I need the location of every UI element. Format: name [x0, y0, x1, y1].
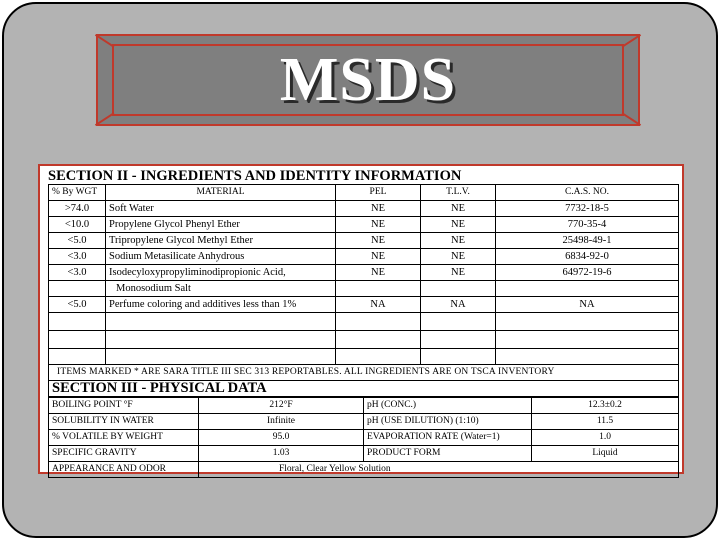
cell-property: EVAPORATION RATE (Water=1) — [364, 430, 532, 446]
cell-empty — [106, 349, 336, 365]
table-row — [49, 414, 679, 430]
cell-value: 12.3±0.2 — [532, 398, 679, 414]
cell-empty — [496, 331, 679, 349]
cell-value: 95.0 — [199, 430, 364, 446]
table-row — [49, 462, 679, 478]
banner-corner-line — [622, 34, 642, 48]
cell-material: Tripropylene Glycol Methyl Ether — [106, 233, 336, 249]
cell-cas: 64972-19-6 — [496, 265, 679, 281]
cell-pct: >74.0 — [49, 201, 106, 217]
cell-pel: NE — [336, 249, 421, 265]
cell-pel: NA — [336, 297, 421, 313]
cell-pct: <3.0 — [49, 265, 106, 281]
title-banner-inner — [112, 44, 624, 116]
cell-tlv: NE — [421, 233, 496, 249]
table-row-empty — [49, 331, 679, 349]
cell-empty — [49, 331, 106, 349]
table-row — [49, 233, 679, 249]
cell-pel: NE — [336, 217, 421, 233]
cell-material: Isodecyloxypropyliminodipropionic Acid, — [106, 265, 336, 281]
cell-cas: 6834-92-0 — [496, 249, 679, 265]
cell-value: Floral, Clear Yellow Solution — [199, 462, 679, 478]
table-row-empty — [49, 349, 679, 365]
cell-property: BOILING POINT °F — [49, 398, 199, 414]
ingredients-header-row — [49, 185, 679, 201]
cell-value: Infinite — [199, 414, 364, 430]
cell-property: PRODUCT FORM — [364, 446, 532, 462]
cell-material: Sodium Metasilicate Anhydrous — [106, 249, 336, 265]
cell-property: APPEARANCE AND ODOR — [49, 462, 199, 478]
cell-empty — [336, 313, 421, 331]
cell-pel: NE — [336, 201, 421, 217]
cell-empty — [49, 313, 106, 331]
section-2-title: SECTION II - INGREDIENTS AND IDENTITY INFORMATION — [48, 168, 462, 184]
table-row — [49, 281, 679, 297]
cell-empty — [421, 349, 496, 365]
table-row — [49, 249, 679, 265]
cell-empty — [421, 313, 496, 331]
cell-pct — [49, 281, 106, 297]
cell-cas: 770-35-4 — [496, 217, 679, 233]
cell-pct: <5.0 — [49, 297, 106, 313]
table-row — [49, 446, 679, 462]
table-row — [49, 430, 679, 446]
banner-corner-line — [95, 34, 115, 48]
cell-cas — [496, 281, 679, 297]
table-row-empty — [49, 313, 679, 331]
cell-cas: 25498-49-1 — [496, 233, 679, 249]
cell-pel: NE — [336, 265, 421, 281]
header-cas: C.A.S. NO. — [496, 185, 679, 201]
slide-frame — [2, 2, 718, 538]
cell-pct: <3.0 — [49, 249, 106, 265]
table-row — [49, 217, 679, 233]
cell-empty — [421, 331, 496, 349]
cell-property: pH (CONC.) — [364, 398, 532, 414]
table-row — [49, 398, 679, 414]
cell-pel: NE — [336, 233, 421, 249]
cell-empty — [106, 331, 336, 349]
sara-note-row — [49, 365, 679, 381]
cell-property: SPECIFIC GRAVITY — [49, 446, 199, 462]
cell-pel — [336, 281, 421, 297]
cell-value: 11.5 — [532, 414, 679, 430]
cell-material: Propylene Glycol Phenyl Ether — [106, 217, 336, 233]
cell-empty — [496, 313, 679, 331]
cell-tlv: NE — [421, 217, 496, 233]
header-pel: PEL — [336, 185, 421, 201]
cell-material: Soft Water — [106, 201, 336, 217]
cell-value: 1.0 — [532, 430, 679, 446]
table-row — [49, 201, 679, 217]
cell-empty — [49, 349, 106, 365]
cell-cas: NA — [496, 297, 679, 313]
cell-pct: <10.0 — [49, 217, 106, 233]
cell-empty — [336, 331, 421, 349]
section-3-title-row — [49, 381, 679, 397]
cell-property: SOLUBILITY IN WATER — [49, 414, 199, 430]
cell-tlv — [421, 281, 496, 297]
sara-note: ITEMS MARKED * ARE SARA TITLE III SEC 313 REPORTABLES. ALL INGREDIENTS ARE ON TSCA INVENTORY — [49, 365, 679, 381]
cell-material: Perfume coloring and additives less than 1% — [106, 297, 336, 313]
cell-tlv: NA — [421, 297, 496, 313]
title-banner — [96, 34, 640, 126]
cell-cas: 7732-18-5 — [496, 201, 679, 217]
section-3-title: SECTION III - PHYSICAL DATA — [49, 381, 679, 397]
physical-data-table — [48, 397, 679, 478]
cell-tlv: NE — [421, 201, 496, 217]
ingredients-table — [48, 184, 679, 397]
cell-value: 1.03 — [199, 446, 364, 462]
cell-empty — [336, 349, 421, 365]
cell-material: Monosodium Salt — [106, 281, 336, 297]
header-pct: % By WGT — [49, 185, 106, 201]
header-tlv: T.L.V. — [421, 185, 496, 201]
cell-empty — [496, 349, 679, 365]
table-row — [49, 265, 679, 281]
header-material: MATERIAL — [106, 185, 336, 201]
cell-property: % VOLATILE BY WEIGHT — [49, 430, 199, 446]
cell-tlv: NE — [421, 265, 496, 281]
cell-pct: <5.0 — [49, 233, 106, 249]
msds-document — [38, 164, 684, 474]
banner-corner-line — [95, 112, 115, 126]
table-row — [49, 297, 679, 313]
banner-corner-line — [622, 112, 642, 126]
cell-tlv: NE — [421, 249, 496, 265]
cell-property: pH (USE DILUTION) (1:10) — [364, 414, 532, 430]
cell-empty — [106, 313, 336, 331]
cell-value: Liquid — [532, 446, 679, 462]
cell-value: 212°F — [199, 398, 364, 414]
slide-title: MSDS — [279, 45, 457, 114]
